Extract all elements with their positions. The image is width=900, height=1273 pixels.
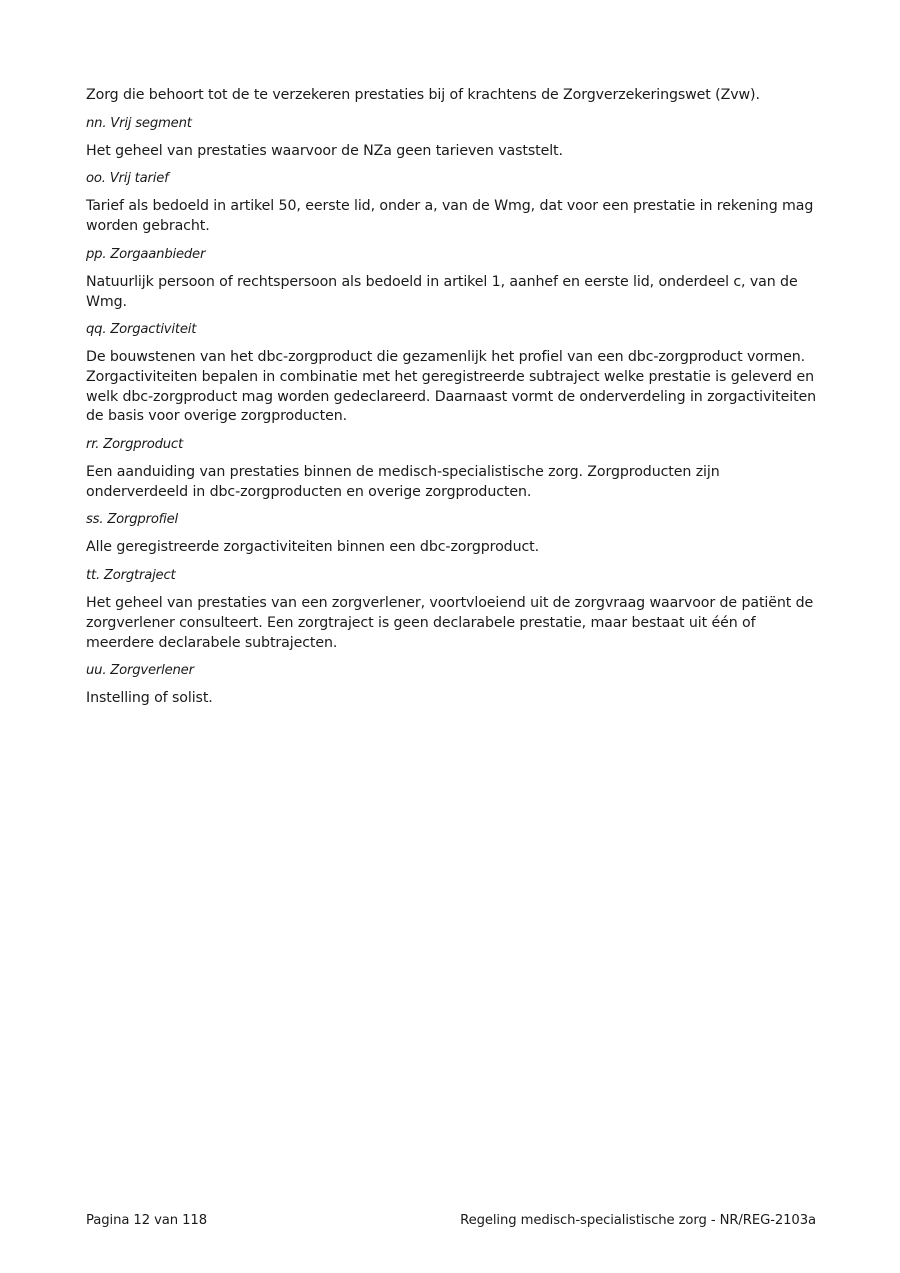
definition-text: Het geheel van prestaties waarvoor de NZa geen tarieven vaststelt. bbox=[86, 142, 563, 159]
definition-term: qq. Zorgactiviteit bbox=[86, 322, 197, 338]
definition-text: Alle geregistreerde zorgactiviteiten binnen een dbc-zorgproduct. bbox=[86, 539, 540, 556]
definition-text: Het geheel van prestaties van een zorgverlener, voortvloeiend uit de zorgvraag waarvoor de patiënt de zorgverlener consulteert. Een zorgtraject is geen declarabele prestatie, maar bestaat uit één of meerdere declarabele subtrajecten. bbox=[86, 595, 814, 651]
document-reference: Regeling medisch-specialistische zorg - NR/REG-2103a bbox=[460, 1213, 816, 1228]
definition-text: Een aanduiding van prestaties binnen de medisch-specialistische zorg. Zorgproducten zijn onderverdeeld in dbc-zorgproducten en overige zorgproducten. bbox=[86, 464, 720, 500]
definition-text: Instelling of solist. bbox=[86, 690, 213, 707]
definition-term: ss. Zorgprofiel bbox=[86, 512, 178, 528]
definition-term: rr. Zorgproduct bbox=[86, 437, 183, 453]
definition-term: uu. Zorgverlener bbox=[86, 663, 194, 679]
definition-text: Tarief als bedoeld in artikel 50, eerste lid, onder a, van de Wmg, dat voor een prestatie in rekening mag worden gebracht. bbox=[86, 198, 814, 235]
definition-term: tt. Zorgtraject bbox=[86, 568, 176, 584]
page-number: Pagina 12 van 118 bbox=[86, 1213, 207, 1228]
definition-term: nn. Vrij segment bbox=[86, 115, 192, 131]
definition-text: Natuurlijk persoon of rechtspersoon als bedoeld in artikel 1, aanhef en eerste lid, onderdeel c, van de Wmg. bbox=[86, 273, 798, 310]
definition-term: oo. Vrij tarief bbox=[86, 171, 169, 187]
intro-paragraph: Zorg die behoort tot de te verzekeren prestaties bij of krachtens de Zorgverzekeringswet (Zvw). bbox=[86, 87, 760, 103]
definition-term: pp. Zorgaanbieder bbox=[86, 246, 206, 262]
page-footer bbox=[86, 1212, 816, 1230]
document-body bbox=[86, 86, 826, 709]
definition-text: De bouwstenen van het dbc-zorgproduct die gezamenlijk het profiel van een dbc-zorgproduct vormen. Zorgactiviteiten bepalen in combinatie met het geregistreerde subtraject welke prestatie is geleverd en welk dbc-zorgproduct mag worden gedeclareerd. Daarnaast vormt de onderverdeling in zorgactiviteiten de basis voor overige zorgproducten. bbox=[86, 349, 817, 425]
